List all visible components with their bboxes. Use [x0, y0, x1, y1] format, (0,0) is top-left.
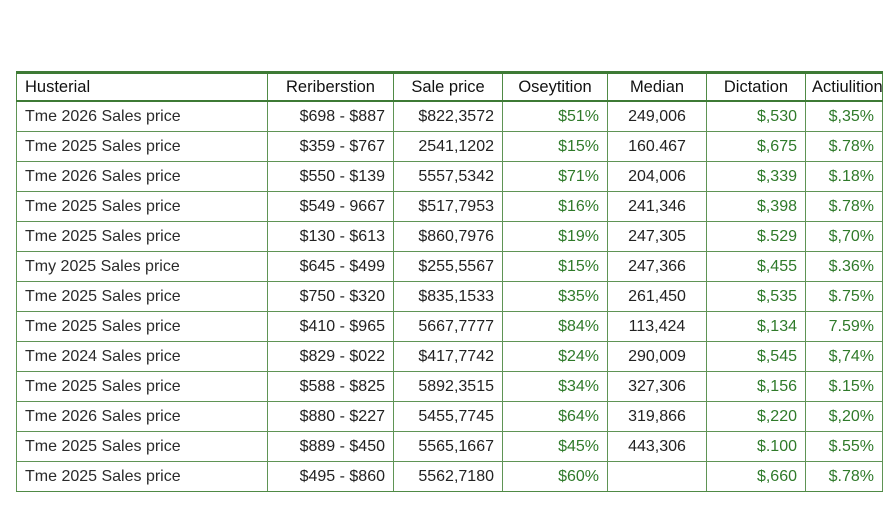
cell-actiulition: $,70% [806, 222, 883, 252]
table-row[interactable] [17, 252, 883, 282]
column-header-oseytition[interactable]: Oseytition [503, 73, 608, 102]
cell-category: Tme 2026 Sales price [17, 101, 268, 132]
cell-median: 113,424 [608, 312, 707, 342]
cell-median: 249,006 [608, 101, 707, 132]
cell-actiulition: $,35% [806, 101, 883, 132]
table-header-row [17, 73, 883, 102]
cell-sale-price: $517,7953 [394, 192, 503, 222]
cell-oseytition: $35% [503, 282, 608, 312]
cell-range: $130 - $613 [268, 222, 394, 252]
cell-dictation: $,156 [707, 372, 806, 402]
table-row[interactable] [17, 132, 883, 162]
cell-category: Tme 2025 Sales price [17, 222, 268, 252]
cell-dictation: $,455 [707, 252, 806, 282]
table-row[interactable] [17, 342, 883, 372]
cell-sale-price: $417,7742 [394, 342, 503, 372]
cell-actiulition: $.36% [806, 252, 883, 282]
cell-category: Tmy 2025 Sales price [17, 252, 268, 282]
cell-actiulition: $,20% [806, 402, 883, 432]
cell-category: Tme 2026 Sales price [17, 402, 268, 432]
table-row[interactable] [17, 192, 883, 222]
cell-category: Tme 2025 Sales price [17, 462, 268, 492]
cell-oseytition: $71% [503, 162, 608, 192]
cell-category: Tme 2024 Sales price [17, 342, 268, 372]
cell-oseytition: $64% [503, 402, 608, 432]
column-header-sale-price[interactable]: Sale price [394, 73, 503, 102]
cell-range: $880 - $227 [268, 402, 394, 432]
sales-price-table [16, 71, 883, 492]
cell-dictation: $,660 [707, 462, 806, 492]
cell-dictation: $,675 [707, 132, 806, 162]
cell-range: $549 - 9667 [268, 192, 394, 222]
cell-dictation: $,398 [707, 192, 806, 222]
cell-category: Tme 2025 Sales price [17, 312, 268, 342]
cell-actiulition: $.55% [806, 432, 883, 462]
cell-actiulition: $.18% [806, 162, 883, 192]
cell-sale-price: $822,3572 [394, 101, 503, 132]
cell-category: Tme 2025 Sales price [17, 282, 268, 312]
cell-sale-price: 5565,1667 [394, 432, 503, 462]
cell-sale-price: $835,1533 [394, 282, 503, 312]
cell-dictation: $,220 [707, 402, 806, 432]
table-row[interactable] [17, 101, 883, 132]
cell-actiulition: $.75% [806, 282, 883, 312]
cell-category: Tme 2025 Sales price [17, 432, 268, 462]
cell-actiulition: $.78% [806, 132, 883, 162]
cell-sale-price: $255,5567 [394, 252, 503, 282]
cell-range: $550 - $139 [268, 162, 394, 192]
table-row[interactable] [17, 432, 883, 462]
table-row[interactable] [17, 372, 883, 402]
cell-actiulition: $,74% [806, 342, 883, 372]
cell-median: 290,009 [608, 342, 707, 372]
sales-table-container [16, 71, 882, 492]
cell-range: $829 - $022 [268, 342, 394, 372]
cell-range: $698 - $887 [268, 101, 394, 132]
column-header-reriberstion[interactable]: Reriberstion [268, 73, 394, 102]
cell-range: $750 - $320 [268, 282, 394, 312]
column-header-dictation[interactable]: Dictation [707, 73, 806, 102]
cell-dictation: $,535 [707, 282, 806, 312]
cell-sale-price: 5562,7180 [394, 462, 503, 492]
cell-oseytition: $24% [503, 342, 608, 372]
cell-oseytition: $34% [503, 372, 608, 402]
cell-dictation: $,339 [707, 162, 806, 192]
cell-category: Tme 2026 Sales price [17, 162, 268, 192]
cell-actiulition: $.78% [806, 462, 883, 492]
cell-oseytition: $19% [503, 222, 608, 252]
cell-sale-price: $860,7976 [394, 222, 503, 252]
cell-median: 261,450 [608, 282, 707, 312]
cell-median: 443,306 [608, 432, 707, 462]
column-header-actiulition[interactable]: Actiulition [806, 73, 883, 102]
cell-dictation: $.529 [707, 222, 806, 252]
table-row[interactable] [17, 402, 883, 432]
column-header-husterial[interactable]: Husterial [17, 73, 268, 102]
cell-oseytition: $15% [503, 252, 608, 282]
cell-median: 319,866 [608, 402, 707, 432]
cell-dictation: $.100 [707, 432, 806, 462]
cell-oseytition: $84% [503, 312, 608, 342]
cell-sale-price: 5455,7745 [394, 402, 503, 432]
cell-median: 327,306 [608, 372, 707, 402]
cell-median [608, 462, 707, 492]
cell-actiulition: $.15% [806, 372, 883, 402]
table-row[interactable] [17, 162, 883, 192]
cell-range: $359 - $767 [268, 132, 394, 162]
cell-median: 247,366 [608, 252, 707, 282]
cell-sale-price: 5892,3515 [394, 372, 503, 402]
cell-actiulition: 7.59% [806, 312, 883, 342]
table-row[interactable] [17, 222, 883, 252]
cell-oseytition: $16% [503, 192, 608, 222]
cell-range: $588 - $825 [268, 372, 394, 402]
cell-category: Tme 2025 Sales price [17, 192, 268, 222]
table-row[interactable] [17, 282, 883, 312]
table-row[interactable] [17, 312, 883, 342]
cell-median: 247,305 [608, 222, 707, 252]
cell-dictation: $,545 [707, 342, 806, 372]
cell-range: $495 - $860 [268, 462, 394, 492]
cell-range: $889 - $450 [268, 432, 394, 462]
cell-oseytition: $60% [503, 462, 608, 492]
cell-median: 241,346 [608, 192, 707, 222]
cell-category: Tme 2025 Sales price [17, 372, 268, 402]
cell-dictation: $,134 [707, 312, 806, 342]
cell-sale-price: 5667,7777 [394, 312, 503, 342]
table-row[interactable] [17, 462, 883, 492]
cell-category: Tme 2025 Sales price [17, 132, 268, 162]
cell-oseytition: $51% [503, 101, 608, 132]
cell-sale-price: 5557,5342 [394, 162, 503, 192]
cell-median: 204,006 [608, 162, 707, 192]
cell-oseytition: $45% [503, 432, 608, 462]
column-header-median[interactable]: Median [608, 73, 707, 102]
cell-oseytition: $15% [503, 132, 608, 162]
cell-range: $645 - $499 [268, 252, 394, 282]
cell-median: 160.467 [608, 132, 707, 162]
cell-sale-price: 2541,1202 [394, 132, 503, 162]
table-body [17, 101, 883, 492]
cell-actiulition: $.78% [806, 192, 883, 222]
cell-dictation: $,530 [707, 101, 806, 132]
cell-range: $410 - $965 [268, 312, 394, 342]
